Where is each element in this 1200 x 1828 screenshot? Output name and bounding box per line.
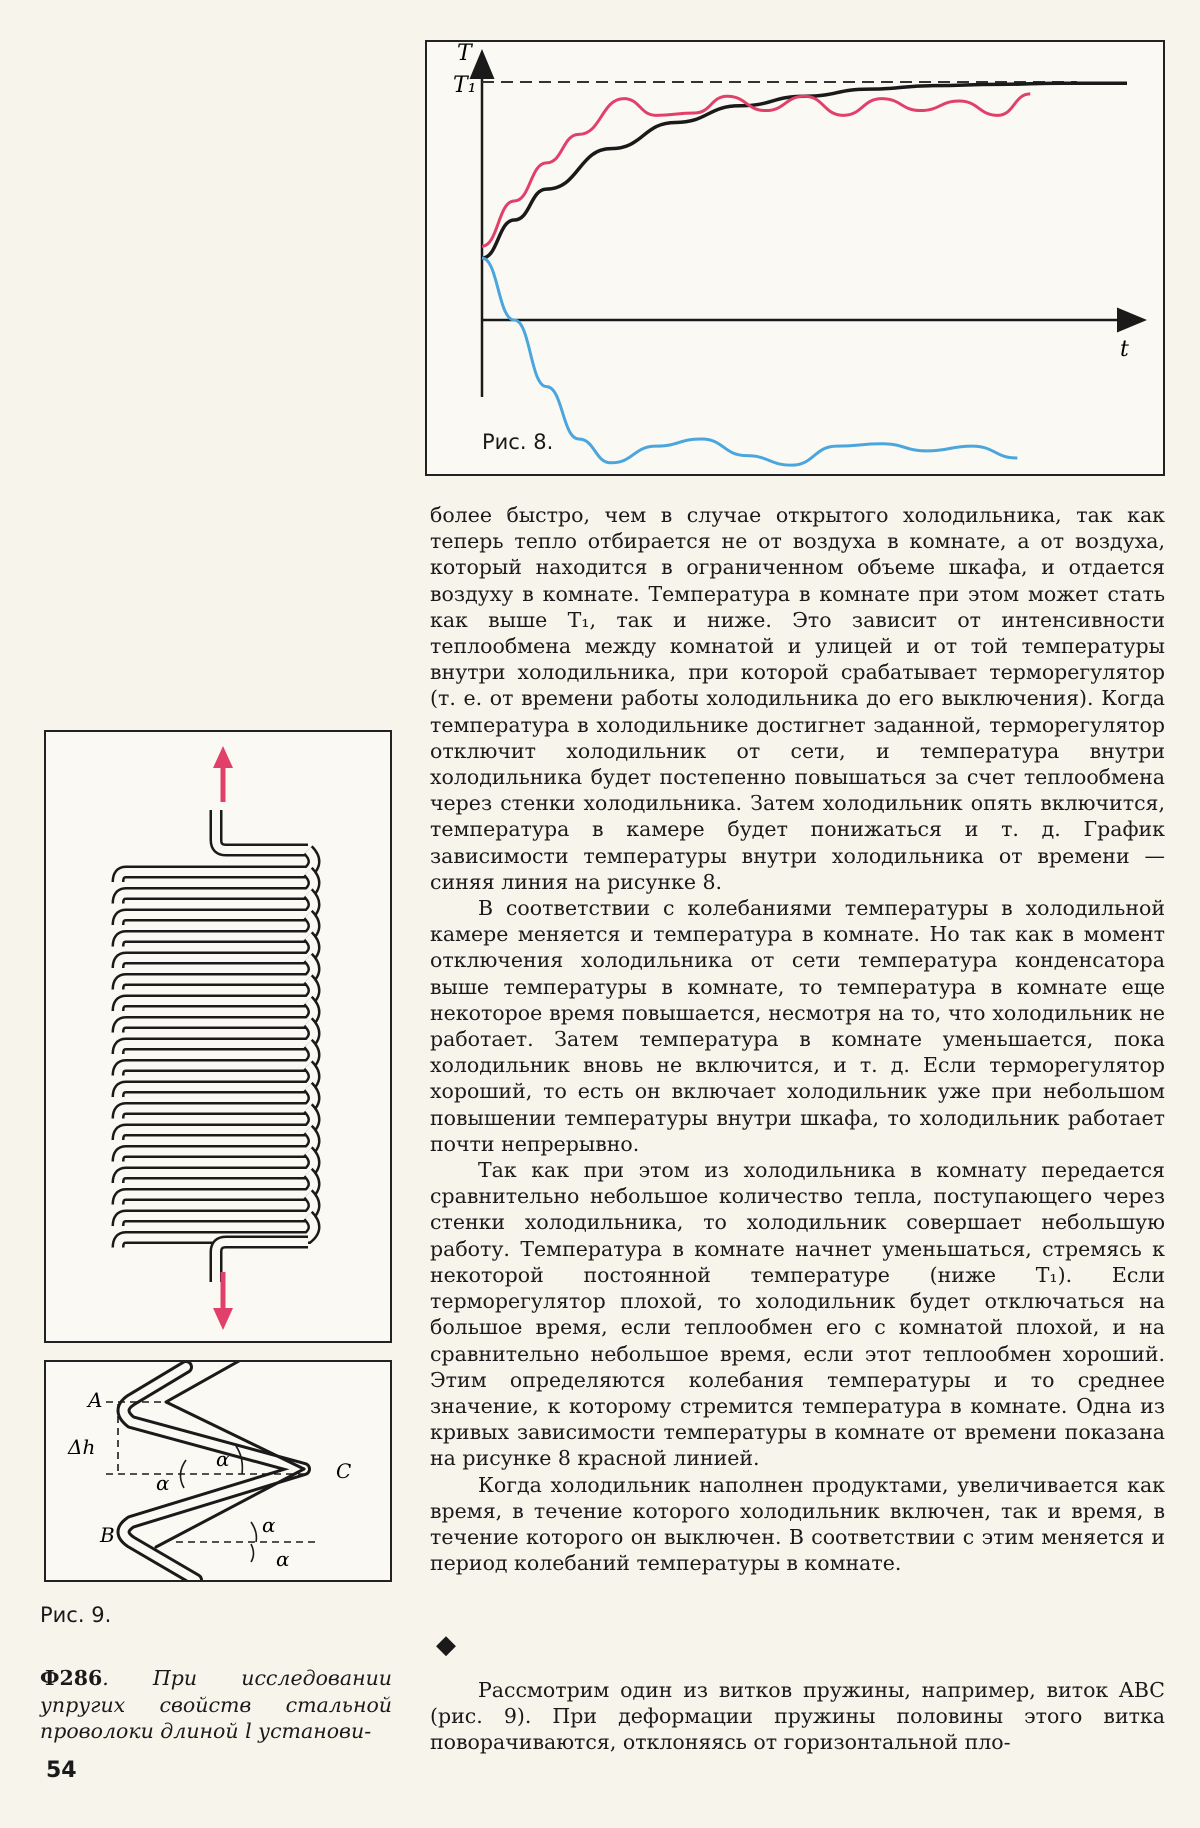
problem-number: Ф286 [40,1666,103,1690]
page-number: 54 [46,1758,77,1783]
y-axis-label: T [457,42,472,66]
paragraph-5: Рассмотрим один из витков пружины, например, виток ABC (рис. 9). При деформации пружины половины этого витка поворачиваются, отклоняясь от горизонтальной пло- [430,1678,1165,1755]
alpha-label-2: α [156,1471,170,1495]
paragraph-3: Так как при этом из холодильника в комнату передается сравнительно небольшое количество тепла, поступающего через стенки холодильника, то холодильник совершает небольшую работу. Температура в комнате начнет уменьшаться, стремясь к некоторой постоянной температуре (ниже T₁). Если терморегулятор плохой, то холодильник будет отключаться на большое время, если теплообмен его с комнатой плохой, и на сравнительно небольшое время, если этот теплообмен хороший. Этим определяются колебания температуры и то среднее значение, к которому стремится температура в комнате. Одна из кривых зависимости температуры в комнате от времени показана на рисунке 8 красной линией. [430,1158,1165,1471]
figure-8-caption: Рис. 8. [482,430,554,454]
label-a: A [88,1388,103,1412]
label-b: B [100,1523,115,1547]
figure-9-caption: Рис. 9. [40,1603,112,1627]
alpha-label-3: α [262,1513,276,1537]
body-text [430,502,1165,1576]
black-temperature-line [482,83,1127,258]
section-diamond-icon: ◆ [436,1630,456,1660]
paragraph-1: более быстро, чем в случае открытого холодильника, так как теперь тепло отбирается не от воздуха в комнате, а от воздуха, который находится в ограниченном объеме шкафа, и отдается воздуху в комнате. Температура в комнате при этом может стать как выше T₁, так и ниже. Это зависит от интенсивности теплообмена между комнатой и улицей и от той температуры внутри холодильника, при которой срабатывает терморегулятор (т. е. от времени работы холодильника до его выключения). Когда температура в холодильнике достигнет заданной, терморегулятор отключит холодильник от сети, и температура внутри холодильника будет постепенно повышаться за счет теплообмена через стенки холодильника. Затем холодильник опять включится, температура в камере будет понижаться и т. д. График зависимости температуры внутри холодильника от времени — синяя линия на рисунке 8. [430,503,1165,894]
paragraph-2: В соответствии с колебаниями температуры в холодильной камере меняется и температура в комнате. Но так как в момент отключения холодильника от сети температура конденсатора выше температуры в комнате, то температура в комнате еще некоторое время повышается, несмотря на то, что холодильник не работает. Затем температура в комнате уменьшается, пока холодильник вновь не включится, и т. д. Если терморегулятор хороший, то есть он включает холодильник уже при небольшом повышении температуры внутри шкафа, то холодильник работает почти непрерывно. [430,896,1165,1156]
alpha-label-4: α [276,1547,290,1571]
figure-8-frame [425,40,1165,476]
figure-8-chart [427,42,1163,474]
turn-abc-diagram [46,1362,390,1580]
spring-drawing [46,732,390,1341]
red-temperature-line [482,94,1030,246]
figure-9-geometry-frame [44,1360,392,1582]
t1-label: T₁ [453,73,477,98]
up-arrow-icon [213,746,233,802]
problem-text: . При исследовании упругих свойств стальной проволоки длиной l установи- [40,1666,392,1743]
alpha-label-1: α [216,1447,230,1471]
blue-temperature-line [482,258,1017,465]
series-layer [482,83,1127,465]
problem-f286 [40,1665,392,1745]
body-text-answer [430,1677,1165,1756]
x-axis-label: t [1120,337,1129,362]
label-c: C [336,1459,352,1483]
spring-coil [118,810,314,1282]
figure-9-spring-frame [44,730,392,1343]
paragraph-4: Когда холодильник наполнен продуктами, увеличивается как время, в течение которого холодильник включен, так и время, в течение которого он выключен. В соответствии с этим меняется и период колебаний температуры в комнате. [430,1472,1165,1576]
label-dh: Δh [68,1435,96,1459]
